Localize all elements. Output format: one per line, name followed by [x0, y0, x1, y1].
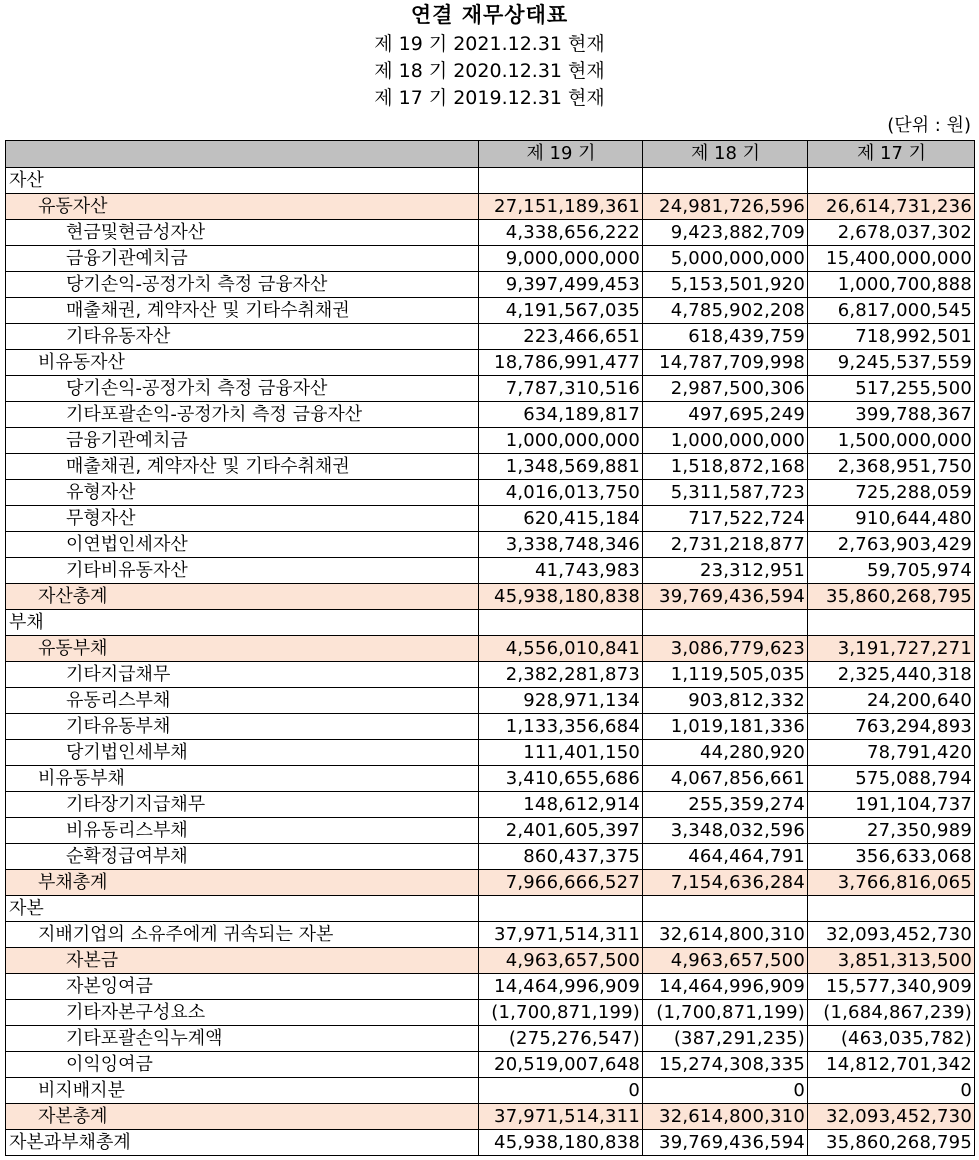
period-19-value: 1,348,569,881	[479, 454, 643, 480]
table-row	[6, 766, 975, 792]
table-row	[6, 272, 975, 298]
period-18-value: 497,695,249	[643, 402, 808, 428]
period-18-value: 2,987,500,306	[643, 376, 808, 402]
period-19-value: 928,971,134	[479, 688, 643, 714]
table-row	[6, 948, 975, 974]
period-17-value: 575,088,794	[808, 766, 975, 792]
period-18-value: 5,000,000,000	[643, 246, 808, 272]
period-17-value: 2,678,037,302	[808, 220, 975, 246]
period-19-value: (1,700,871,199)	[479, 1000, 643, 1026]
period-19-value: 27,151,189,361	[479, 194, 643, 220]
period-19-value: 4,556,010,841	[479, 636, 643, 662]
row-label: 매출채권, 계약자산 및 기타수취채권	[6, 298, 479, 324]
period-18-value	[643, 610, 808, 636]
period-17-value: 26,614,731,236	[808, 194, 975, 220]
period-19-value: 148,612,914	[479, 792, 643, 818]
table-row	[6, 584, 975, 610]
period-17-value: 6,817,000,545	[808, 298, 975, 324]
table-row	[6, 194, 975, 220]
table-row	[6, 558, 975, 584]
table-row	[6, 532, 975, 558]
table-row	[6, 246, 975, 272]
period-19-value	[479, 610, 643, 636]
row-label: 당기손익-공정가치 측정 금융자산	[6, 272, 479, 298]
period-18-value: 32,614,800,310	[643, 922, 808, 948]
row-label: 자본	[6, 896, 479, 922]
row-label: 당기손익-공정가치 측정 금융자산	[6, 376, 479, 402]
row-label: 유동부채	[6, 636, 479, 662]
row-label: 현금및현금성자산	[6, 220, 479, 246]
period-19-value	[479, 168, 643, 194]
row-label: 기타지급채무	[6, 662, 479, 688]
period-18-value: (387,291,235)	[643, 1026, 808, 1052]
row-label: 자본잉여금	[6, 974, 479, 1000]
period-19-value: (275,276,547)	[479, 1026, 643, 1052]
statement-title: 연결 재무상태표	[410, 3, 569, 27]
row-label: 금융기관예치금	[6, 246, 479, 272]
period-18-value: 14,464,996,909	[643, 974, 808, 1000]
period-17-value: 3,851,313,500	[808, 948, 975, 974]
table-header-row	[6, 141, 975, 168]
period-19-value: 620,415,184	[479, 506, 643, 532]
period-17-value: 1,000,700,888	[808, 272, 975, 298]
row-label: 부채총계	[6, 870, 479, 896]
table-row	[6, 1078, 975, 1104]
table-row	[6, 922, 975, 948]
period-17-value: 725,288,059	[808, 480, 975, 506]
period-17-value: 356,633,068	[808, 844, 975, 870]
period-17-value: 2,763,903,429	[808, 532, 975, 558]
period-18-value: 717,522,724	[643, 506, 808, 532]
row-label: 금융기관예치금	[6, 428, 479, 454]
row-label: 순확정급여부채	[6, 844, 479, 870]
row-label: 비유동리스부채	[6, 818, 479, 844]
table-row	[6, 480, 975, 506]
period-19-value: 45,938,180,838	[479, 1130, 643, 1156]
row-label: 기타포괄손익누계액	[6, 1026, 479, 1052]
table-row	[6, 298, 975, 324]
table-row	[6, 1052, 975, 1078]
table-row	[6, 428, 975, 454]
period-18-value: 1,518,872,168	[643, 454, 808, 480]
period-18-value: 1,019,181,336	[643, 714, 808, 740]
period-18-value: 3,086,779,623	[643, 636, 808, 662]
row-label: 비지배지분	[6, 1078, 479, 1104]
row-label: 유동리스부채	[6, 688, 479, 714]
column-header-18: 제 18 기	[643, 141, 808, 168]
row-label: 비유동자산	[6, 350, 479, 376]
period-19-value: 1,133,356,684	[479, 714, 643, 740]
row-label: 매출채권, 계약자산 및 기타수취채권	[6, 454, 479, 480]
period-18-value: (1,700,871,199)	[643, 1000, 808, 1026]
period-17-value: 399,788,367	[808, 402, 975, 428]
table-row	[6, 740, 975, 766]
period-17-value	[808, 896, 975, 922]
period-18-value: 7,154,636,284	[643, 870, 808, 896]
row-label: 유형자산	[6, 480, 479, 506]
table-row	[6, 844, 975, 870]
table-row	[6, 506, 975, 532]
column-header-17: 제 17 기	[808, 141, 975, 168]
period-19-value: 4,963,657,500	[479, 948, 643, 974]
period-19-value: 4,338,656,222	[479, 220, 643, 246]
period-17-value: 9,245,537,559	[808, 350, 975, 376]
period-17-value: 191,104,737	[808, 792, 975, 818]
period-18-value: 9,423,882,709	[643, 220, 808, 246]
table-row	[6, 376, 975, 402]
period-17-value: 0	[808, 1078, 975, 1104]
period-19-value: 37,971,514,311	[479, 922, 643, 948]
period-18-value: 4,785,902,208	[643, 298, 808, 324]
period-17: 제 17 기 2019.12.31 현재	[374, 87, 605, 109]
row-label: 자산	[6, 168, 479, 194]
row-label: 자본총계	[6, 1104, 479, 1130]
period-18-value: 1,119,505,035	[643, 662, 808, 688]
row-label: 이연법인세자산	[6, 532, 479, 558]
table-row	[6, 454, 975, 480]
period-19-value	[479, 896, 643, 922]
period-17-value: 32,093,452,730	[808, 922, 975, 948]
period-18-value	[643, 168, 808, 194]
period-18-value: 903,812,332	[643, 688, 808, 714]
table-row	[6, 662, 975, 688]
row-label: 기타자본구성요소	[6, 1000, 479, 1026]
period-17-value	[808, 610, 975, 636]
period-19-value: 3,338,748,346	[479, 532, 643, 558]
period-18-value: 5,311,587,723	[643, 480, 808, 506]
period-18-value: 0	[643, 1078, 808, 1104]
row-label: 지배기업의 소유주에게 귀속되는 자본	[6, 922, 479, 948]
table-row	[6, 636, 975, 662]
period-18-value: 14,787,709,998	[643, 350, 808, 376]
table-body	[6, 168, 975, 1156]
period-17-value	[808, 168, 975, 194]
period-19-value: 223,466,651	[479, 324, 643, 350]
period-19-value: 111,401,150	[479, 740, 643, 766]
row-label: 자본과부채총계	[6, 1130, 479, 1156]
period-19-value: 1,000,000,000	[479, 428, 643, 454]
period-17-value: (463,035,782)	[808, 1026, 975, 1052]
period-19-value: 18,786,991,477	[479, 350, 643, 376]
period-17-value: 78,791,420	[808, 740, 975, 766]
table-row	[6, 1000, 975, 1026]
table-row	[6, 168, 975, 194]
period-17-value: 910,644,480	[808, 506, 975, 532]
period-18-value: 39,769,436,594	[643, 584, 808, 610]
period-18-value	[643, 896, 808, 922]
period-18: 제 18 기 2020.12.31 현재	[374, 60, 605, 82]
period-18-value: 15,274,308,335	[643, 1052, 808, 1078]
row-label: 부채	[6, 610, 479, 636]
balance-sheet-table	[5, 140, 975, 1156]
period-19-value: 45,938,180,838	[479, 584, 643, 610]
period-18-value: 4,067,856,661	[643, 766, 808, 792]
period-17-value: 763,294,893	[808, 714, 975, 740]
column-header-19: 제 19 기	[479, 141, 643, 168]
period-19-value: 4,191,567,035	[479, 298, 643, 324]
table-row	[6, 818, 975, 844]
table-row	[6, 324, 975, 350]
period-17-value: 27,350,989	[808, 818, 975, 844]
row-label: 유동자산	[6, 194, 479, 220]
period-18-value: 32,614,800,310	[643, 1104, 808, 1130]
row-label: 자산총계	[6, 584, 479, 610]
table-row	[6, 714, 975, 740]
period-17-value: 32,093,452,730	[808, 1104, 975, 1130]
period-18-value: 1,000,000,000	[643, 428, 808, 454]
period-18-value: 618,439,759	[643, 324, 808, 350]
period-18-value: 3,348,032,596	[643, 818, 808, 844]
period-19-value: 20,519,007,648	[479, 1052, 643, 1078]
row-label: 기타장기지급채무	[6, 792, 479, 818]
period-17-value: 24,200,640	[808, 688, 975, 714]
table-row	[6, 1104, 975, 1130]
period-18-value: 255,359,274	[643, 792, 808, 818]
table-row	[6, 350, 975, 376]
period-18-value: 4,963,657,500	[643, 948, 808, 974]
period-19-value: 37,971,514,311	[479, 1104, 643, 1130]
period-17-value: 3,766,816,065	[808, 870, 975, 896]
period-19-value: 41,743,983	[479, 558, 643, 584]
period-18-value: 464,464,791	[643, 844, 808, 870]
period-19-value: 2,382,281,873	[479, 662, 643, 688]
table-row	[6, 688, 975, 714]
period-17-value: 15,577,340,909	[808, 974, 975, 1000]
period-19-value: 7,966,666,527	[479, 870, 643, 896]
period-19-value: 860,437,375	[479, 844, 643, 870]
period-17-value: 35,860,268,795	[808, 1130, 975, 1156]
period-19-value: 3,410,655,686	[479, 766, 643, 792]
row-label: 기타포괄손익-공정가치 측정 금융자산	[6, 402, 479, 428]
table-row	[6, 792, 975, 818]
period-17-value: 59,705,974	[808, 558, 975, 584]
period-18-value: 44,280,920	[643, 740, 808, 766]
period-17-value: 35,860,268,795	[808, 584, 975, 610]
period-17-value: 1,500,000,000	[808, 428, 975, 454]
period-19-value: 7,787,310,516	[479, 376, 643, 402]
period-19: 제 19 기 2021.12.31 현재	[374, 33, 605, 55]
period-17-value: 718,992,501	[808, 324, 975, 350]
table-row	[6, 1130, 975, 1156]
period-19-value: 0	[479, 1078, 643, 1104]
table-row	[6, 870, 975, 896]
period-19-value: 4,016,013,750	[479, 480, 643, 506]
row-label: 이익잉여금	[6, 1052, 479, 1078]
period-18-value: 5,153,501,920	[643, 272, 808, 298]
row-label: 당기법인세부채	[6, 740, 479, 766]
table-row	[6, 1026, 975, 1052]
unit-label: (단위 : 원)	[887, 115, 971, 136]
period-17-value: 2,325,440,318	[808, 662, 975, 688]
period-17-value: 2,368,951,750	[808, 454, 975, 480]
table-row	[6, 896, 975, 922]
row-label: 자본금	[6, 948, 479, 974]
period-17-value: 517,255,500	[808, 376, 975, 402]
period-19-value: 9,000,000,000	[479, 246, 643, 272]
table-row	[6, 974, 975, 1000]
period-18-value: 2,731,218,877	[643, 532, 808, 558]
row-label: 기타유동부채	[6, 714, 479, 740]
period-19-value: 634,189,817	[479, 402, 643, 428]
period-17-value: (1,684,867,239)	[808, 1000, 975, 1026]
table-row	[6, 220, 975, 246]
table-row	[6, 610, 975, 636]
period-19-value: 14,464,996,909	[479, 974, 643, 1000]
row-label: 비유동부채	[6, 766, 479, 792]
row-label: 기타유동자산	[6, 324, 479, 350]
period-17-value: 14,812,701,342	[808, 1052, 975, 1078]
column-header-label	[6, 141, 479, 168]
period-17-value: 3,191,727,271	[808, 636, 975, 662]
period-19-value: 2,401,605,397	[479, 818, 643, 844]
period-18-value: 39,769,436,594	[643, 1130, 808, 1156]
period-18-value: 24,981,726,596	[643, 194, 808, 220]
period-17-value: 15,400,000,000	[808, 246, 975, 272]
period-18-value: 23,312,951	[643, 558, 808, 584]
table-row	[6, 402, 975, 428]
row-label: 무형자산	[6, 506, 479, 532]
period-19-value: 9,397,499,453	[479, 272, 643, 298]
row-label: 기타비유동자산	[6, 558, 479, 584]
